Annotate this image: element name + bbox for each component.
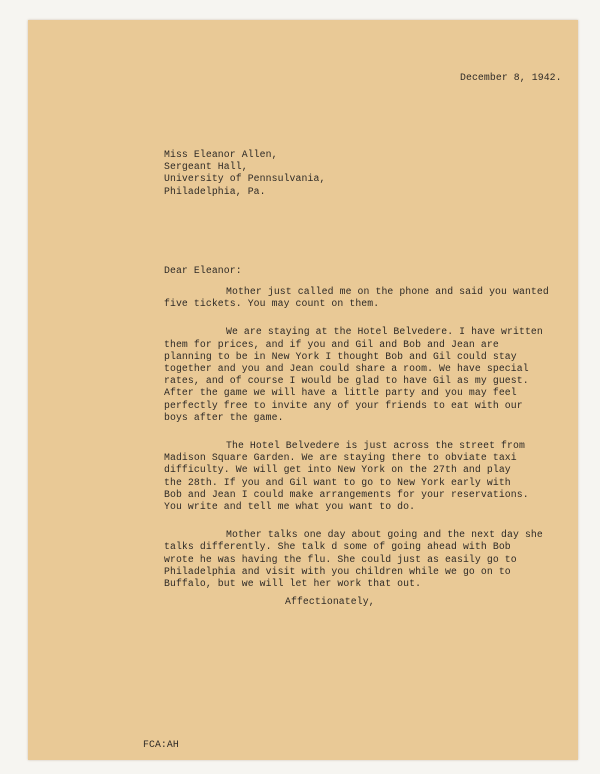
letter-date: December 8, 1942. [460, 72, 562, 83]
body-line: five tickets. You may count on them. [164, 298, 380, 310]
paragraph [164, 440, 564, 513]
body-line: Mother just called me on the phone and said you wanted [226, 286, 549, 297]
paragraph [164, 326, 564, 424]
body-line: talks differently. She talk d some of going ahead with Bob [164, 541, 511, 553]
body-line: rates, and of course I would be glad to have Gil as my guest. [164, 375, 529, 387]
recipient-address [164, 149, 325, 198]
letter-body [164, 286, 564, 606]
body-line: We are staying at the Hotel Belvedere. I have written [226, 326, 543, 338]
address-line: Sergeant Hall, [164, 161, 248, 173]
closing: Affectionately, [285, 596, 375, 607]
body-line: them for prices, and if you and Gil and Bob and Jean are [164, 338, 499, 350]
reference-initials: FCA:AH [143, 739, 179, 750]
body-line: You write and tell me what you want to do. [164, 501, 416, 513]
body-line: Buffalo, but we will let her work that out. [164, 578, 422, 590]
letter-sheet [28, 20, 578, 760]
salutation: Dear Eleanor: [164, 265, 242, 276]
paragraph [164, 286, 564, 310]
body-line: Madison Square Garden. We are staying there to obviate taxi [164, 452, 517, 464]
body-line: perfectly free to invite any of your friends to eat with our [164, 399, 523, 411]
body-line: Philadelphia and visit with you children while we go on to [164, 565, 511, 577]
paragraph [164, 529, 564, 590]
body-line: After the game we will have a little party and you may feel [164, 387, 517, 399]
address-line: University of Pennsulvania, [164, 173, 326, 185]
body-line: Bob and Jean I could make arrangements for your reservations. [164, 488, 529, 500]
body-line: wrote he was having the flu. She could just as easily go to [164, 553, 517, 565]
body-line: planning to be in New York I thought Bob and Gil could stay [164, 350, 517, 362]
address-line: Philadelphia, Pa. [164, 185, 266, 197]
body-line: the 28th. If you and Gil want to go to New York early with [164, 476, 511, 488]
body-line: difficulty. We will get into New York on the 27th and play [164, 464, 511, 476]
address-line: Miss Eleanor Allen, [164, 149, 278, 160]
body-line: boys after the game. [164, 411, 284, 423]
body-line: together and you and Jean could share a room. We have special [164, 363, 529, 375]
body-line: Mother talks one day about going and the next day she [226, 529, 543, 541]
body-line: The Hotel Belvedere is just across the street from [226, 440, 525, 452]
